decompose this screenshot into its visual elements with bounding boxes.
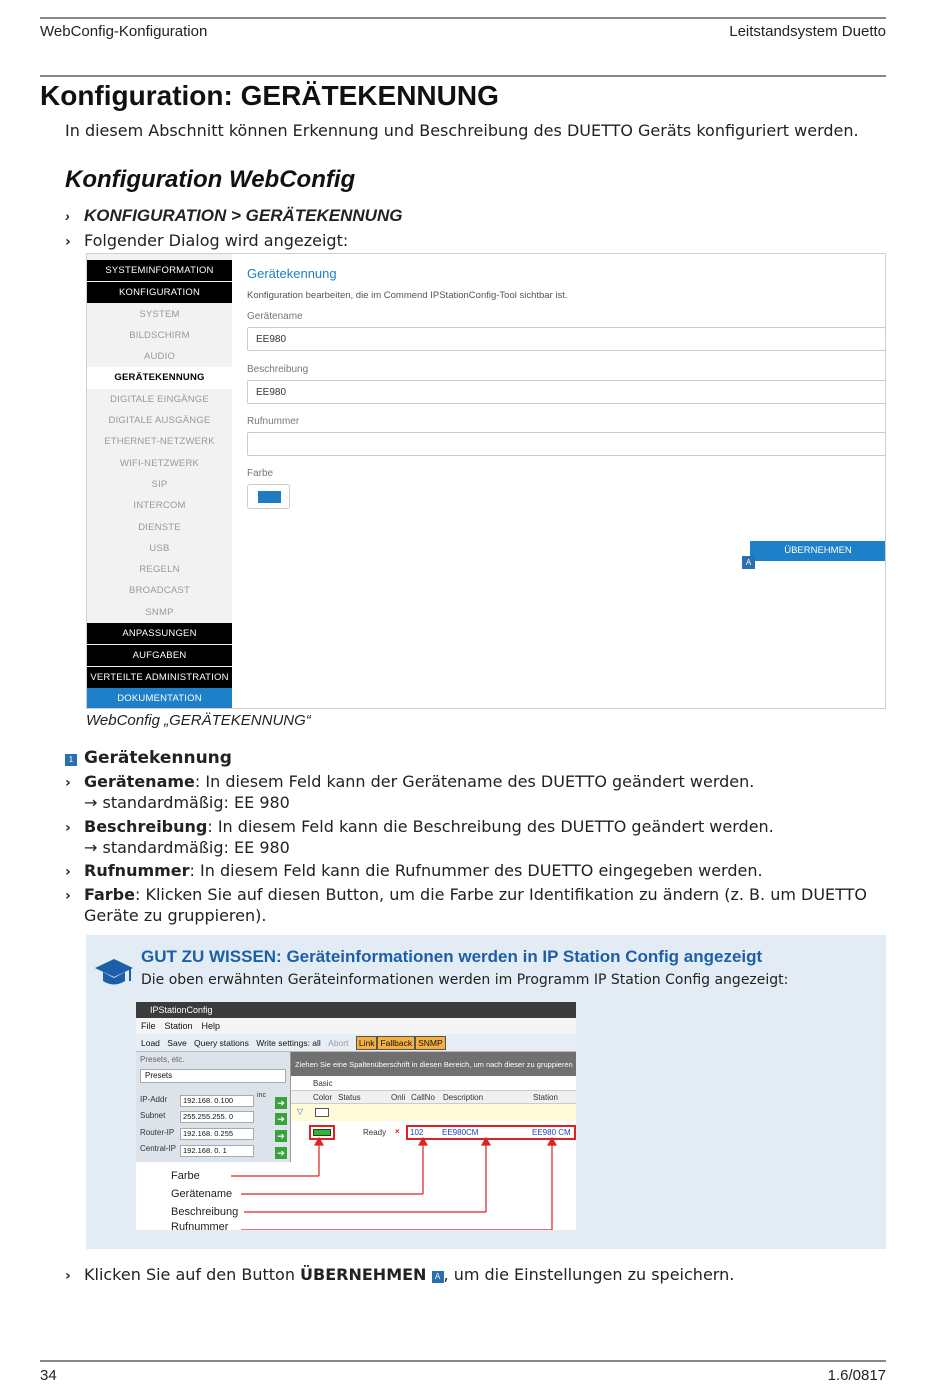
page-number: 34 xyxy=(40,1367,57,1384)
query-stations-button[interactable]: Query stations xyxy=(194,1038,249,1048)
arrow-right-icon[interactable]: ➔ xyxy=(275,1097,287,1109)
app-title: IPStationConfig xyxy=(150,1005,213,1015)
label-geraetename: Gerätename xyxy=(247,311,303,322)
col-color[interactable]: Color xyxy=(313,1093,333,1102)
offline-icon: × xyxy=(395,1127,400,1136)
webconfig-menu xyxy=(87,254,232,708)
item-beschreibung xyxy=(65,817,774,858)
arrow-right-icon[interactable]: ➔ xyxy=(275,1113,287,1125)
badge-a: A xyxy=(742,556,755,569)
beschreibung-input[interactable]: EE980 xyxy=(247,380,886,404)
chevron-right-icon: › xyxy=(65,234,71,250)
menu-item-10[interactable]: SIP xyxy=(151,478,168,490)
col-station[interactable]: Station xyxy=(533,1093,558,1102)
section-heading-text: Gerätekennung xyxy=(84,748,232,768)
term-text: : In diesem Feld kann die Rufnummer des DUETTO eingegeben werden. xyxy=(189,861,763,880)
form-description: Konfiguration bearbeiten, die im Commend IPStationConfig-Tool sichtbar ist. xyxy=(247,290,568,301)
farbe-button[interactable] xyxy=(247,484,290,509)
nav-path-text: KONFIGURATION > GERÄTEKENNUNG xyxy=(84,206,403,225)
graduation-cap-icon xyxy=(94,957,134,989)
row-station: EE980 CM xyxy=(532,1128,571,1137)
dialog-intro-text: Folgender Dialog wird angezeigt: xyxy=(84,231,349,250)
item-rufnummer xyxy=(65,861,763,882)
menu-help[interactable]: Help xyxy=(201,1021,221,1031)
arrow-right-icon[interactable]: ➔ xyxy=(275,1147,287,1159)
section-subtitle: Konfiguration WebConfig xyxy=(65,166,356,193)
menu-item-1[interactable]: KONFIGURATION xyxy=(87,282,232,303)
menu-item-20[interactable]: DOKUMENTATION xyxy=(87,688,232,709)
col-description[interactable]: Description xyxy=(443,1093,484,1102)
nav-path xyxy=(65,206,402,226)
legend-geraetename: Gerätename xyxy=(171,1188,233,1200)
header-left: WebConfig-Konfiguration xyxy=(40,23,208,40)
item-geraetename xyxy=(65,772,754,813)
link-tag[interactable]: Link xyxy=(356,1036,378,1050)
abort-button[interactable]: Abort xyxy=(328,1038,349,1048)
legend-farbe: Farbe xyxy=(171,1170,200,1182)
chevron-right-icon: › xyxy=(65,820,71,836)
info-title: GUT ZU WISSEN: Geräteinformationen werden in IP Station Config angezeigt xyxy=(141,947,763,966)
snmp-tag[interactable]: SNMP xyxy=(415,1036,446,1050)
term: Gerätename xyxy=(84,772,195,791)
menu-item-14[interactable]: REGELN xyxy=(139,564,180,576)
webconfig-screenshot xyxy=(86,253,886,709)
final-pre: Klicken Sie auf den Button xyxy=(84,1265,301,1284)
figure-caption: WebConfig „GERÄTEKENNUNG“ xyxy=(86,712,311,729)
row-status: Ready xyxy=(363,1128,387,1137)
term: Rufnummer xyxy=(84,861,190,880)
info-text: Die oben erwähnten Geräteinformationen werden im Programm IP Station Config angezeigt: xyxy=(141,972,789,988)
row-description: EE980CM xyxy=(442,1128,479,1137)
label-farbe: Farbe xyxy=(247,468,274,479)
chevron-right-icon: › xyxy=(65,208,70,224)
section-badge: 1 xyxy=(65,754,77,766)
final-post: , um die Einstellungen zu speichern. xyxy=(443,1265,735,1284)
menu-item-3[interactable]: BILDSCHIRM xyxy=(129,329,190,341)
save-button[interactable]: Save xyxy=(167,1038,187,1048)
chevron-right-icon: › xyxy=(65,864,71,880)
menu-item-4[interactable]: AUDIO xyxy=(143,351,176,363)
label-beschreibung: Beschreibung xyxy=(247,364,309,375)
chevron-right-icon: › xyxy=(65,775,71,791)
menu-item-9[interactable]: WIFI-NETZWERK xyxy=(119,457,200,469)
menu-item-13[interactable]: USB xyxy=(149,542,170,554)
intro-text: In diesem Abschnitt können Erkennung und Beschreibung des DUETTO Geräts konfiguriert werden. xyxy=(65,121,859,140)
chevron-right-icon: › xyxy=(65,888,71,904)
page-title: Konfiguration: GERÄTEKENNUNG xyxy=(40,80,499,111)
router-label: Router-IP xyxy=(140,1128,175,1137)
menu-item-16[interactable]: SNMP xyxy=(145,606,174,618)
geraetename-input[interactable]: EE980 xyxy=(247,327,886,351)
central-input[interactable]: 192.168. 0. 1 xyxy=(180,1145,254,1157)
rufnummer-input[interactable] xyxy=(247,432,886,456)
header-right: Leitstandsystem Duetto xyxy=(729,23,886,40)
header-rule-bottom xyxy=(40,75,886,77)
default-value: → standardmäßig: EE 980 xyxy=(84,838,290,857)
term-text: : In diesem Feld kann der Gerätename des DUETTO geändert werden. xyxy=(194,772,755,791)
default-value: → standardmäßig: EE 980 xyxy=(84,793,290,812)
menu-item-8[interactable]: ETHERNET-NETZWERK xyxy=(104,436,215,448)
ipstationconfig-screenshot xyxy=(136,1002,576,1230)
label-rufnummer: Rufnummer xyxy=(247,416,300,427)
menu-item-0[interactable]: SYSTEMINFORMATION xyxy=(87,260,232,281)
ip-input[interactable]: 192.168. 0.100 xyxy=(180,1095,254,1107)
menu-item-15[interactable]: BROADCAST xyxy=(129,585,190,597)
term: Farbe xyxy=(84,885,135,904)
badge-a: A xyxy=(432,1271,444,1283)
row-callno: 102 xyxy=(410,1128,424,1137)
term-text: : Klicken Sie auf diesen Button, um die Farbe zur Identifikation zu ändern (z. B. um DUETTO xyxy=(134,885,868,904)
subnet-label: Subnet xyxy=(140,1111,166,1120)
subnet-input[interactable]: 255.255.255. 0 xyxy=(180,1111,254,1123)
presets-header: Presets, etc. xyxy=(140,1055,185,1064)
final-button-name: ÜBERNEHMEN xyxy=(300,1265,427,1284)
form-title: Gerätekennung xyxy=(247,266,337,281)
chevron-right-icon: › xyxy=(65,1268,71,1284)
col-status[interactable]: Status xyxy=(338,1093,361,1102)
col-callno[interactable]: CallNo xyxy=(411,1093,436,1102)
menu-item-17[interactable]: ANPASSUNGEN xyxy=(87,623,232,644)
load-button[interactable]: Load xyxy=(141,1038,160,1048)
ip-label: IP-Addr xyxy=(140,1095,168,1104)
menu-item-11[interactable]: INTERCOM xyxy=(133,500,186,512)
fallback-tag[interactable]: Fallback xyxy=(377,1036,415,1050)
arrow-right-icon[interactable]: ➔ xyxy=(275,1130,287,1142)
menu-item-7[interactable]: DIGITALE AUSGÄNGE xyxy=(108,415,211,427)
menu-station[interactable]: Station xyxy=(164,1021,193,1031)
menu-item-2[interactable]: SYSTEM xyxy=(139,308,180,320)
color-swatch xyxy=(258,491,281,503)
menu-file[interactable]: File xyxy=(141,1021,156,1031)
menu-item-5[interactable]: GERÄTEKENNUNG xyxy=(87,367,232,388)
section-heading xyxy=(65,748,232,768)
filter-icon: ▽ xyxy=(297,1107,304,1116)
menu-item-19[interactable]: VERTEILTE ADMINISTRATION xyxy=(87,667,232,688)
group-hint-text: Ziehen Sie eine Spaltenüberschrift in diesen Bereich, um nach dieser zu gruppieren xyxy=(295,1060,573,1069)
legend-beschreibung: Beschreibung xyxy=(171,1206,239,1218)
inc-label: inc xyxy=(257,1092,266,1099)
col-online[interactable]: Onli xyxy=(391,1093,406,1102)
menu-item-18[interactable]: AUFGABEN xyxy=(87,645,232,666)
term-text-line2: Geräte zu gruppieren). xyxy=(84,906,267,925)
info-box xyxy=(86,935,886,1249)
central-label: Central-IP xyxy=(140,1144,177,1153)
router-input[interactable]: 192.168. 0.255 xyxy=(180,1128,254,1140)
legend-rufnummer: Rufnummer xyxy=(171,1221,229,1230)
final-instruction xyxy=(65,1265,734,1284)
menu-item-6[interactable]: DIGITALE EINGÄNGE xyxy=(110,393,209,405)
doc-version: 1.6/0817 xyxy=(827,1367,886,1384)
term-text: : In diesem Feld kann die Beschreibung des DUETTO geändert werden. xyxy=(207,817,774,836)
menu-item-12[interactable]: DIENSTE xyxy=(138,521,181,533)
item-farbe xyxy=(65,885,867,926)
group-label: Basic xyxy=(313,1079,333,1088)
header-rule-top xyxy=(40,17,886,19)
apply-button[interactable]: ÜBERNEHMEN xyxy=(750,541,886,561)
dialog-intro xyxy=(65,231,348,252)
footer-rule xyxy=(40,1360,886,1362)
presets-value: Presets xyxy=(145,1071,173,1080)
term: Beschreibung xyxy=(84,817,208,836)
write-settings-button[interactable]: Write settings: all xyxy=(256,1038,321,1048)
